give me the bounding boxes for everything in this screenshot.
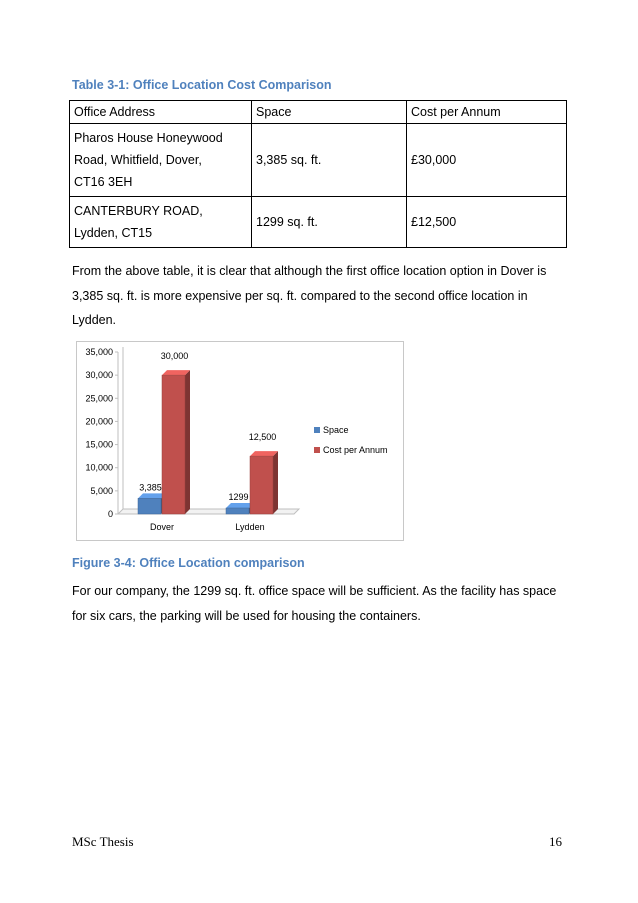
space-cell: 3,385 sq. ft. <box>252 124 407 197</box>
body-paragraph: For our company, the 1299 sq. ft. office space will be sufficient. As the facility has space for six cars, the parking will be used for housing the containers. <box>72 584 557 623</box>
address-cell <box>70 124 252 197</box>
data-label: 12,500 <box>248 432 277 443</box>
y-tick-label: 15,000 <box>85 439 113 450</box>
y-tick-label: 5,000 <box>90 485 113 496</box>
header-space: Space <box>252 101 407 124</box>
x-tick-label: Lydden <box>235 522 265 532</box>
bar-side <box>273 451 278 514</box>
bar-front <box>250 456 273 514</box>
office-comparison-chart <box>76 341 404 541</box>
x-tick-label: Dover <box>149 522 175 532</box>
y-tick-label: 0 <box>107 509 113 519</box>
legend-swatch <box>314 427 320 433</box>
data-label: 3,385 <box>139 482 162 493</box>
data-label: 1299 <box>228 491 249 502</box>
y-tick-label: 35,000 <box>85 347 113 357</box>
bar-front <box>162 375 185 514</box>
office-comparison-table <box>69 100 567 248</box>
page-number: 16 <box>549 834 562 849</box>
bar <box>162 370 190 514</box>
address-line: Lydden, CT15 <box>74 226 153 240</box>
cost-cell: £12,500 <box>407 197 567 248</box>
data-label: 30,000 <box>160 351 189 362</box>
space-cell: 1299 sq. ft. <box>252 197 407 248</box>
legend-entry: Space <box>323 425 349 435</box>
y-tick-label: 25,000 <box>85 393 113 404</box>
cost-cell: £30,000 <box>407 124 567 197</box>
address-line: Pharos House Honeywood <box>74 131 223 145</box>
header-office-address: Office Address <box>70 101 252 124</box>
legend-entry: Cost per Annum <box>323 445 388 455</box>
header-cost-per-annum: Cost per Annum <box>407 101 567 124</box>
bar-side <box>185 370 190 514</box>
legend-swatch <box>314 447 320 453</box>
table-header-row <box>70 101 567 124</box>
table-caption: Table 3-1: Office Location Cost Comparison <box>72 78 332 92</box>
table-row <box>70 124 567 197</box>
footer-title: MSc Thesis <box>72 834 134 849</box>
address-cell <box>70 197 252 248</box>
bar-front <box>138 498 161 514</box>
address-line: CANTERBURY ROAD, <box>74 204 203 218</box>
y-tick-label: 10,000 <box>85 462 113 473</box>
y-tick-label: 20,000 <box>85 416 113 427</box>
table-row <box>70 197 567 248</box>
y-tick-label: 30,000 <box>85 370 113 381</box>
figure-caption: Figure 3-4: Office Location comparison <box>72 556 305 570</box>
address-line: Road, Whitfield, Dover, <box>74 153 202 167</box>
bar <box>250 451 278 514</box>
bar-front <box>226 508 249 514</box>
body-paragraph: From the above table, it is clear that although the first office location option in Dover is 3,385 sq. ft. is more expensive per sq. ft. compared to the second office location in Lydden. <box>72 264 547 327</box>
address-line: CT16 3EH <box>74 175 133 189</box>
